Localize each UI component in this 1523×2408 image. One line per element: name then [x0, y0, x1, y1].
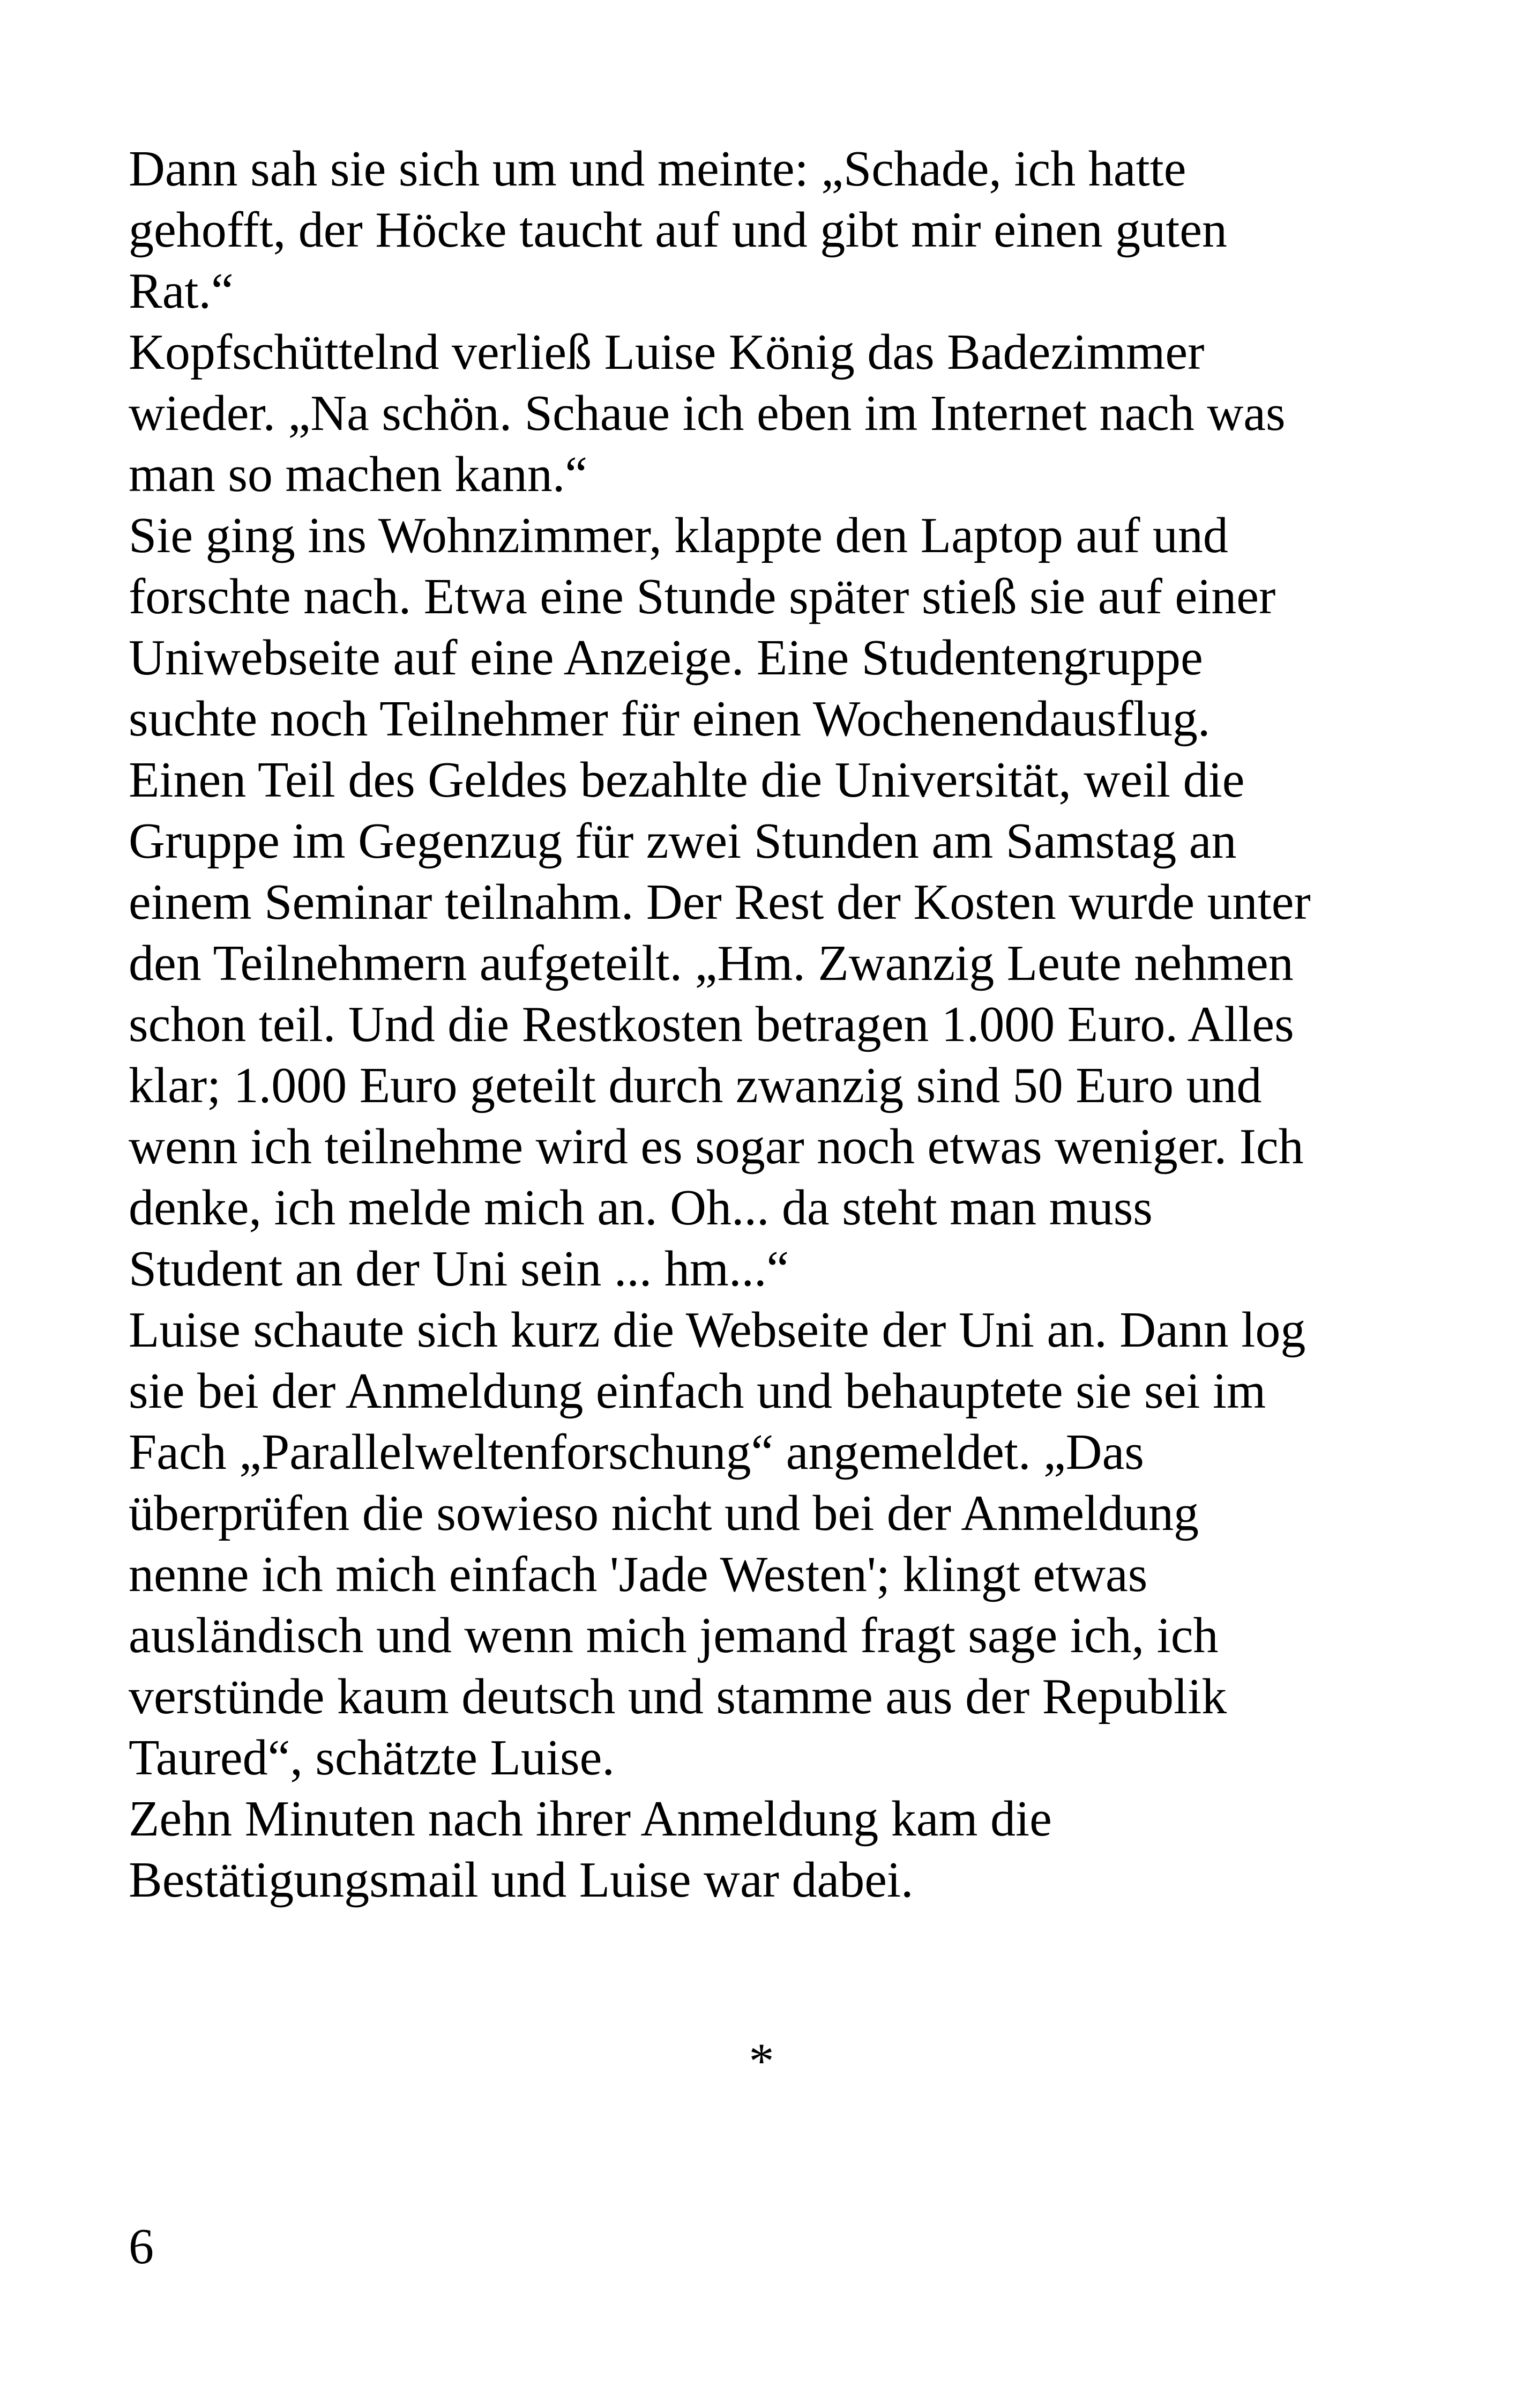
text-line: Einen Teil des Geldes bezahlte die Universität, weil die: [129, 752, 1245, 808]
text-line: Bestätigungsmail und Luise war dabei.: [129, 1852, 914, 1908]
text-line: nenne ich mich einfach 'Jade Westen'; klingt etwas: [129, 1547, 1148, 1602]
text-line: Rat.“: [129, 263, 234, 319]
text-line: verstünde kaum deutsch und stamme aus der Republik: [129, 1669, 1227, 1725]
text-line: klar; 1.000 Euro geteilt durch zwanzig sind 50 Euro und: [129, 1058, 1262, 1113]
text-line: gehofft, der Höcke taucht auf und gibt mir einen guten: [129, 202, 1227, 258]
text-line: Zehn Minuten nach ihrer Anmeldung kam die: [129, 1791, 1052, 1847]
text-line: man so machen kann.“: [129, 447, 588, 502]
text-line: suchte noch Teilnehmer für einen Wochenendausflug.: [129, 691, 1211, 747]
text-line: Dann sah sie sich um und meinte: „Schade, ich hatte: [129, 141, 1186, 197]
page-number: 6: [129, 2219, 154, 2275]
text-line: ausländisch und wenn mich jemand fragt sage ich, ich: [129, 1608, 1219, 1663]
text-line: wieder. „Na schön. Schaue ich eben im Internet nach was: [129, 385, 1286, 441]
text-line: Fach „Parallelweltenforschung“ angemeldet. „Das: [129, 1424, 1144, 1480]
section-separator: *: [749, 2033, 774, 2089]
text-line: Student an der Uni sein ... hm...“: [129, 1241, 789, 1297]
text-line: schon teil. Und die Restkosten betragen 1.000 Euro. Alles: [129, 997, 1294, 1052]
text-line: wenn ich teilnehme wird es sogar noch etwas weniger. Ich: [129, 1119, 1304, 1175]
text-line: denke, ich melde mich an. Oh... da steht man muss: [129, 1180, 1153, 1236]
text-line: Taured“, schätzte Luise.: [129, 1730, 615, 1786]
text-line: Gruppe im Gegenzug für zwei Stunden am Samstag an: [129, 813, 1237, 869]
text-line: Uniwebseite auf eine Anzeige. Eine Studentengruppe: [129, 630, 1203, 686]
text-line: forschte nach. Etwa eine Stunde später stieß sie auf einer: [129, 569, 1276, 625]
text-line: überprüfen die sowieso nicht und bei der Anmeldung: [129, 1485, 1199, 1541]
text-line: den Teilnehmern aufgeteilt. „Hm. Zwanzig Leute nehmen: [129, 935, 1294, 991]
text-line: Kopfschüttelnd verließ Luise König das Badezimmer: [129, 324, 1205, 380]
text-line: Sie ging ins Wohnzimmer, klappte den Laptop auf und: [129, 508, 1228, 563]
text-line: sie bei der Anmeldung einfach und behauptete sie sei im: [129, 1363, 1266, 1419]
body-text: [129, 138, 1425, 1911]
text-line: einem Seminar teilnahm. Der Rest der Kosten wurde unter: [129, 874, 1311, 930]
text-line: Luise schaute sich kurz die Webseite der Uni an. Dann log: [129, 1302, 1306, 1358]
